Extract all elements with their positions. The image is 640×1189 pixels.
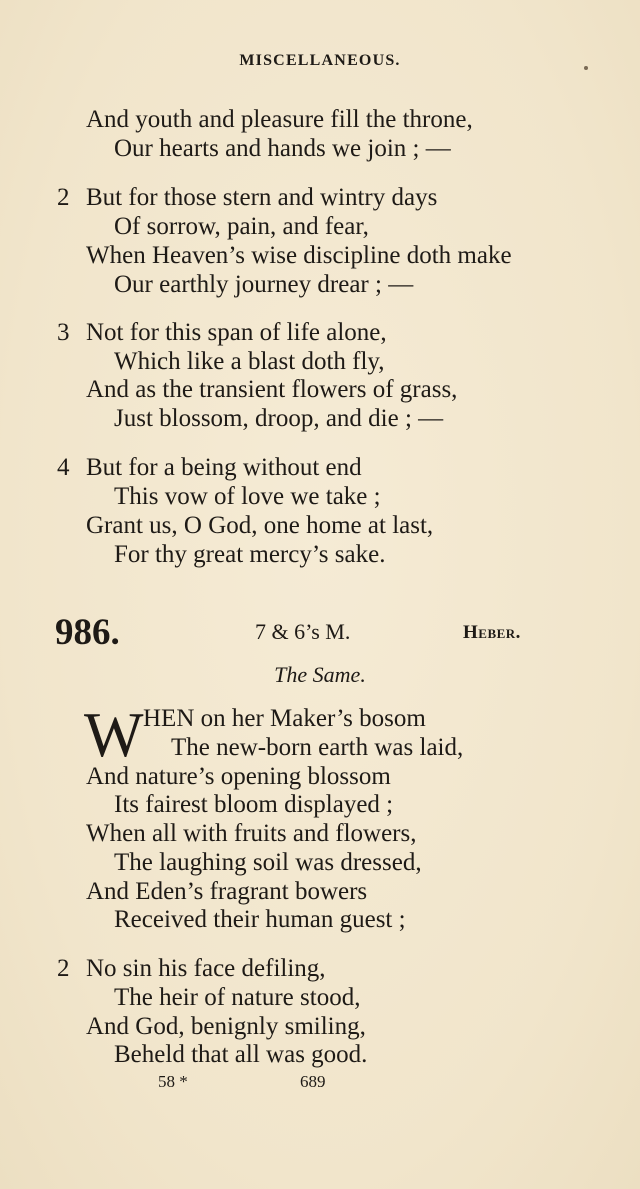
verse-line: And Eden’s fragrant bowers bbox=[86, 878, 368, 905]
verse-line: But for those stern and wintry days bbox=[86, 184, 438, 211]
verse-line: The new-born earth was laid, bbox=[171, 734, 464, 761]
verse-line: Grant us, O God, one home at last, bbox=[86, 512, 434, 539]
verse-line: This vow of love we take ; bbox=[114, 483, 381, 510]
verse-line: And nature’s opening blossom bbox=[86, 763, 391, 790]
verse-line: Received their human guest ; bbox=[114, 906, 406, 933]
verse-line: And youth and pleasure fill the throne, bbox=[86, 106, 473, 133]
drop-cap: W bbox=[84, 700, 144, 770]
verse-line: For thy great mercy’s sake. bbox=[114, 541, 386, 568]
verse-line: Our earthly journey drear ; — bbox=[114, 271, 414, 298]
hymn-number: 986. bbox=[55, 612, 120, 653]
verse-line: No sin his face defiling, bbox=[86, 955, 326, 982]
stanza-number: 2 bbox=[57, 955, 70, 982]
stanza-number: 4 bbox=[57, 454, 70, 481]
stanza-number: 3 bbox=[57, 319, 70, 346]
verse-line: Just blossom, droop, and die ; — bbox=[114, 405, 444, 432]
verse-line: HEN on her Maker’s bosom bbox=[143, 705, 426, 732]
verse-line: The laughing soil was dressed, bbox=[114, 849, 422, 876]
verse-line: Our hearts and hands we join ; — bbox=[114, 135, 451, 162]
hymn-subtitle: The Same. bbox=[274, 662, 366, 687]
verse-line: And God, benignly smiling, bbox=[86, 1013, 366, 1040]
page-number: 689 bbox=[300, 1072, 326, 1091]
verse-line: Which like a blast doth fly, bbox=[114, 348, 385, 375]
verse-line: But for a being without end bbox=[86, 454, 362, 481]
verse-line: Beheld that all was good. bbox=[114, 1041, 368, 1068]
signature-mark: 58 * bbox=[158, 1072, 188, 1091]
running-header: MISCELLANEOUS. bbox=[239, 52, 401, 69]
hymn-meter: 7 & 6’s M. bbox=[255, 619, 351, 644]
verse-line: Not for this span of life alone, bbox=[86, 319, 387, 346]
stanza-number: 2 bbox=[57, 184, 70, 211]
verse-line: When Heaven’s wise discipline doth make bbox=[86, 242, 512, 269]
verse-line: And as the transient flowers of grass, bbox=[86, 376, 458, 403]
verse-line: Its fairest bloom displayed ; bbox=[114, 791, 394, 818]
verse-line: When all with fruits and flowers, bbox=[86, 820, 417, 847]
verse-line: The heir of nature stood, bbox=[114, 984, 361, 1011]
verse-line: Of sorrow, pain, and fear, bbox=[114, 213, 369, 240]
hymn-author: Heber. bbox=[463, 622, 521, 643]
